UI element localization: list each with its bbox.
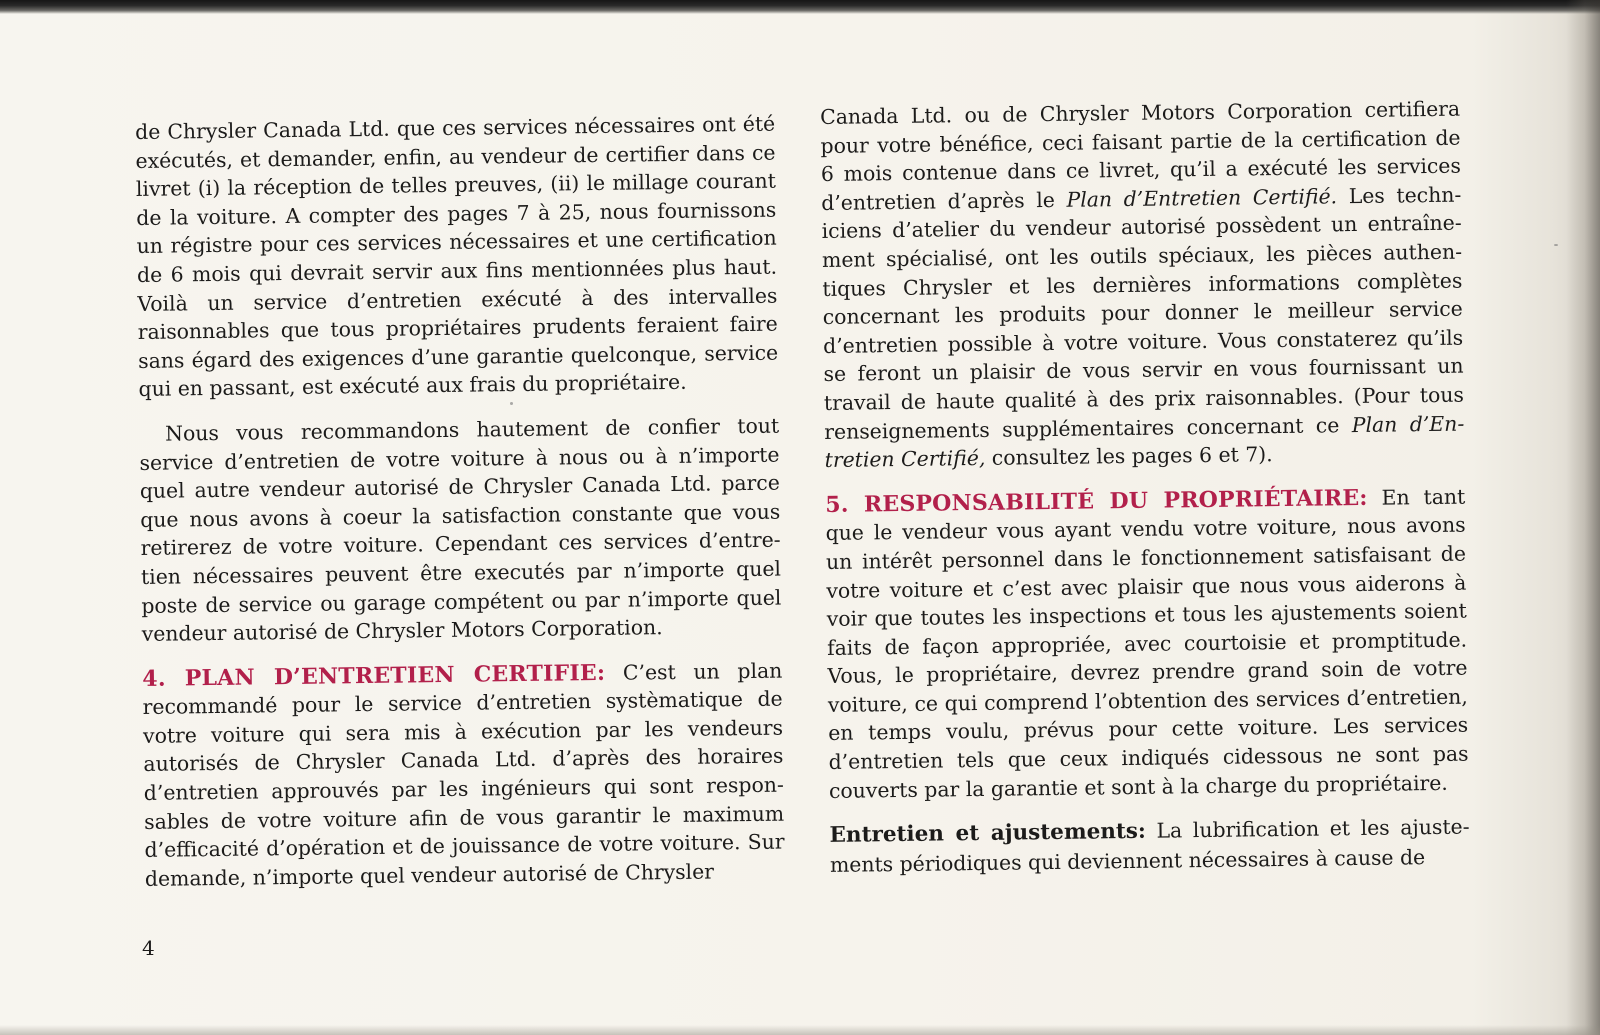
right-column [820, 95, 1470, 880]
right-paragraph-1-c: consultez les pages 6 et 7). [991, 442, 1273, 470]
subsection-maintenance [829, 813, 1470, 880]
left-column [135, 110, 785, 894]
right-paragraph-1-a: Canada Ltd. ou de Chrysler Motors Corporation certifiera pour votre bénéfice, ceci faisant partie de la certification de 6 mois contenue dans ce livret, qu’il a exécuté les services d’entretien d’après le [820, 96, 1462, 215]
section-5-heading: 5. RESPONSABILITÉ DU PROPRIÉTAIRE: [825, 484, 1368, 518]
page-number: 4 [142, 936, 155, 960]
scan-top-edge [0, 0, 1600, 14]
print-speck [510, 402, 513, 405]
subsection-heading: Entretien et ajustements: [829, 819, 1147, 849]
section-4-text: C’est un plan recommandé pour le service d’entretien systèmatique de votre voiture qui sera mis à exécution par les vendeurs autorisés de Chrysler Canada Ltd. d’après des horaires d’entretien approuvés par les ingénieurs qui sont responsables de votre voiture afin de vous garantir le maximum d’efficacité d’opération et de jouissance de votre voiture. Sur demande, n’importe quel vendeur autorisé de Chrysler [142, 658, 785, 891]
plan-name-italic-2: Plan d’Entretien Certifié, [824, 411, 1465, 473]
section-4-heading: 4. PLAN D’ENTRETIEN CERTIFIE: [142, 659, 606, 692]
section-4 [142, 656, 785, 893]
section-5-text: En tant que le vendeur vous ayant vendu votre voiture, nous avons un intérêt personnel dans le fonctionnement satisfaisant de votre voiture et c’est avec plaisir que nous vous aiderons à voir que toutes les inspections et tous les ajustements soient faits de façon appropriée, avec courtoisie et promptitude. Vous, le propriétaire, devrez prendre grand soin de votre voiture, ce qui comprend l’obtention des services d’entretien, en temps voulu, prévus pour cette voiture. Les services d’entretien tels que ceux indiqués cidessous ne sont pas couverts par la garantie et sont à la charge du propriétaire. [825, 484, 1469, 803]
print-speck [1554, 244, 1558, 246]
right-paragraph-1-b: Les techniciens d’atelier du vendeur autorisé possèdent un entraînement spécialisé, ont les outils spéciaux, les pièces authentiques Chrysler et les dernières informations complètes concernant les produits pour donner le meilleur service d’entretien possible à votre voiture. Vous constaterez qu’ils se feront un plaisir de vous servir en vous fournissant un travail de haute qualité à des prix raisonnables. (Pour tous renseignements supplémentaires concernant ce [821, 182, 1465, 444]
subsection-text: La lubrification et les ajustements périodiques qui deviennent nécessaires à cause de [829, 814, 1470, 877]
right-paragraph-1 [820, 95, 1465, 475]
plan-name-italic-1: Plan d’Entretien Certifié. [1066, 184, 1338, 212]
scan-bottom-edge [0, 1025, 1600, 1035]
section-5 [825, 482, 1469, 805]
left-paragraph-1: de Chrysler Canada Ltd. que ces services nécessaires ont été exécutés, et demander, enfin, au vendeur de certifier dans ce livret (i) la réception de telles preuves, (ii) le millage courant de la voiture. A compter des pages 7 à 25, nous fournissons un régistre pour ces services nécessaires et une certification de 6 mois qui devrait servir aux fins mentionnées plus haut. Voilà un service d’entretien exécuté à des intervalles raisonnables que tous propriétaires prudents feraient faire sans égard des exigences d’une garantie quelconque, service qui en passant, est exécuté aux frais du propriétaire. [135, 111, 779, 402]
scan-right-edge [1566, 0, 1600, 1035]
left-paragraph-2: Nous vous recommandons hautement de confier tout service d’entretien de votre voiture à nous ou à n’importe quel autre vendeur autorisé de Chrysler Canada Ltd. parce que nous avons à coeur la satisfaction constante que vous retirerez de votre voiture. Cependant ces services d’entretien nécessaires peuvent être executés par n’importe quel poste de service ou garage compétent ou par n’importe quel vendeur autorisé de Chrysler Motors Corporation. [139, 413, 782, 647]
